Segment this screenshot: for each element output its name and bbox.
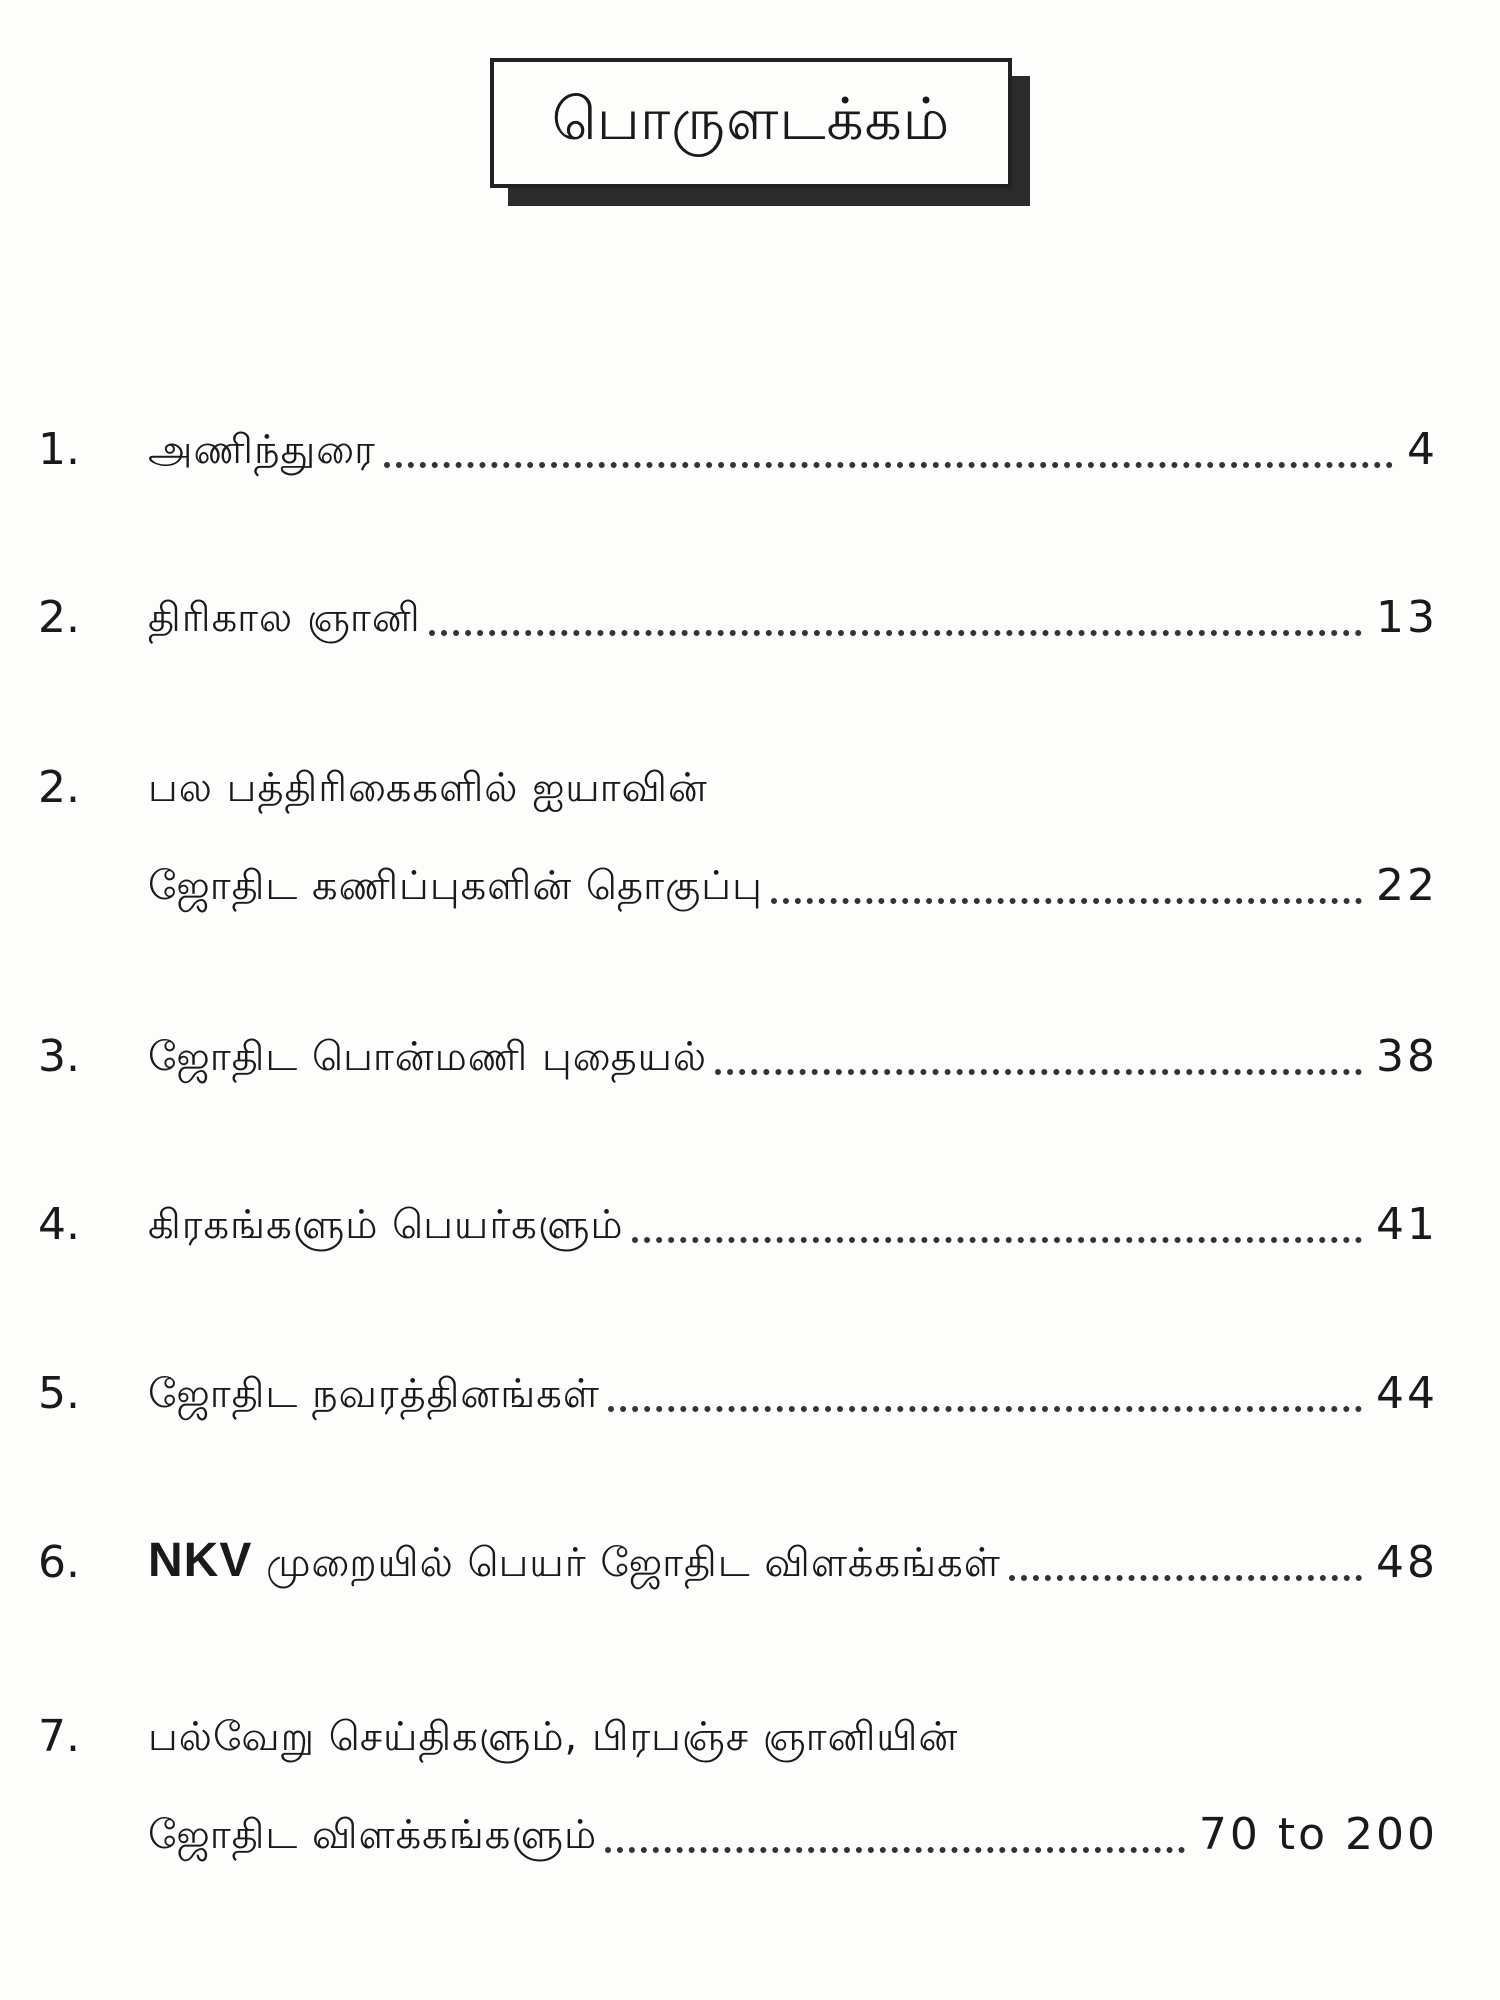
toc-entry-2 [38, 578, 1438, 658]
dot-leader [632, 1237, 1362, 1243]
entry-number: 7. [38, 1711, 80, 1762]
entry-title-rest: முறையில் பெயர் ஜோதிட விளக்கங்கள் [266, 1540, 1001, 1586]
toc-entry-8 [38, 1697, 1438, 1897]
entry-number: 2. [38, 592, 80, 643]
entry-title: கிரகங்களும் பெயர்களும் [148, 1202, 624, 1248]
entry-number: 2. [38, 762, 80, 813]
entry-page: 48 [1376, 1537, 1438, 1588]
entry-line [148, 1523, 1438, 1603]
entry-title: ஜோதிட பொன்மணி புதையல் [148, 1034, 708, 1080]
entry-line [148, 1697, 1438, 1777]
entry-line [148, 1185, 1438, 1265]
entry-page: 41 [1376, 1199, 1438, 1250]
entry-line [148, 748, 1438, 828]
entry-line [148, 578, 1438, 658]
dot-leader [715, 1069, 1362, 1075]
entry-number: 4. [38, 1199, 80, 1250]
entry-title [148, 1521, 1001, 1603]
entry-number: 1. [38, 424, 80, 475]
entry-number: 3. [38, 1031, 80, 1082]
entry-title-line-1: பல பத்திரிகைகளில் ஐயாவின் [148, 765, 708, 811]
toc-entry-1 [38, 410, 1438, 490]
entry-page: 44 [1376, 1368, 1438, 1419]
entry-page: 13 [1376, 592, 1438, 643]
title-box [490, 58, 1012, 188]
dot-leader [384, 462, 1393, 468]
entry-line [148, 410, 1438, 490]
dot-leader [605, 1847, 1185, 1853]
entry-title-line-1: பல்வேறு செய்திகளும், பிரபஞ்ச ஞானியின் [148, 1714, 959, 1760]
dot-leader [608, 1406, 1362, 1412]
entry-page: 70 to 200 [1198, 1809, 1438, 1860]
entry-title: திரிகால ஞானி [148, 595, 421, 641]
entry-number: 6. [38, 1537, 80, 1588]
entry-line [148, 1017, 1438, 1097]
toc-entry-7 [38, 1523, 1438, 1603]
dot-leader [1009, 1575, 1362, 1581]
entry-line [148, 1354, 1438, 1434]
toc-entry-3 [38, 748, 1438, 948]
page-title: பொருளடக்கம் [551, 85, 951, 153]
entry-number: 5. [38, 1368, 80, 1419]
toc-entry-4 [38, 1017, 1438, 1097]
entry-line [148, 1795, 1438, 1875]
entry-title-line-2: ஜோதிட விளக்கங்களும் [148, 1812, 598, 1858]
dot-leader [429, 630, 1362, 636]
entry-title-line-2: ஜோதிட கணிப்புகளின் தொகுப்பு [148, 863, 763, 909]
entry-title: ஜோதிட நவரத்தினங்கள் [148, 1371, 600, 1417]
entry-prefix: NKV [148, 1534, 253, 1587]
entry-page: 22 [1376, 860, 1438, 911]
toc-entry-5 [38, 1185, 1438, 1265]
toc-entry-6 [38, 1354, 1438, 1434]
entry-line [148, 846, 1438, 926]
title-frame [490, 58, 1012, 188]
entry-title: அணிந்துரை [148, 427, 376, 473]
entry-page: 38 [1376, 1031, 1438, 1082]
entry-page: 4 [1407, 424, 1438, 475]
dot-leader [771, 898, 1362, 904]
